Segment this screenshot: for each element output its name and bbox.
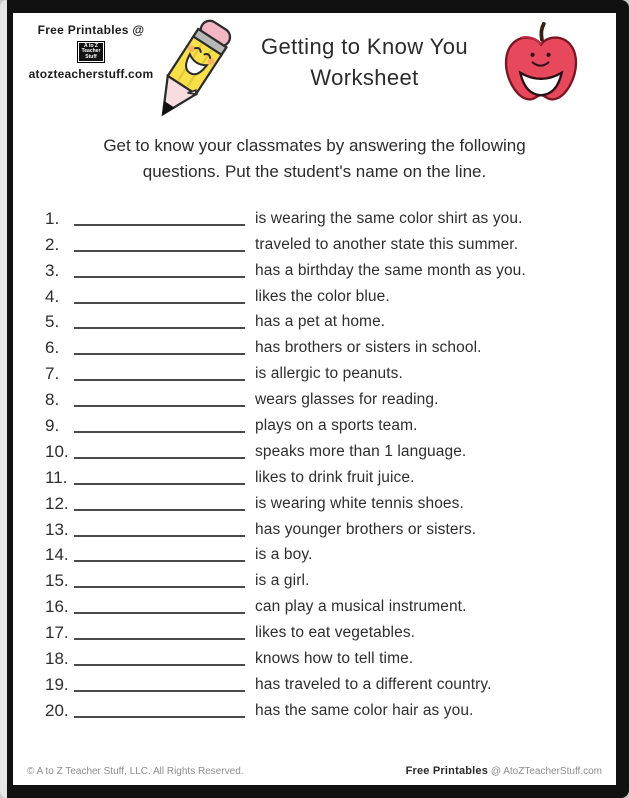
footer (13, 765, 616, 785)
question-number: 20. (45, 700, 69, 720)
question-row (45, 488, 606, 514)
question-text: is allergic to peanuts. (255, 365, 403, 383)
instructions (13, 133, 616, 185)
question-number: 16. (45, 597, 69, 617)
question-text: has the same color hair as you. (255, 701, 474, 719)
name-blank-line (74, 469, 245, 485)
question-number: 13. (45, 519, 69, 539)
name-blank-line (74, 210, 245, 226)
question-text: plays on a sports team. (255, 417, 418, 435)
question-text: likes to eat vegetables. (255, 624, 416, 642)
question-row (45, 514, 606, 540)
name-blank-line (74, 313, 245, 329)
question-text: knows how to tell time. (255, 650, 414, 668)
question-text: is wearing white tennis shoes. (255, 494, 464, 512)
page-title (243, 31, 486, 93)
question-row (45, 229, 606, 255)
question-number: 7. (45, 364, 60, 384)
question-row (45, 332, 606, 358)
question-number: 11. (45, 467, 68, 487)
question-number: 18. (45, 649, 69, 669)
name-blank-line (74, 262, 245, 278)
question-text: wears glasses for reading. (255, 391, 439, 409)
question-number: 2. (45, 234, 60, 254)
question-text: traveled to another state this summer. (255, 235, 519, 253)
name-blank-line (74, 598, 245, 614)
question-text: has brothers or sisters in school. (255, 339, 482, 357)
question-text: has a pet at home. (255, 313, 386, 331)
question-number: 1. (45, 208, 60, 228)
branding-url: atozteacherstuff.com (28, 66, 154, 81)
question-row (45, 462, 606, 488)
footer-free-printables: Free Printables (405, 765, 489, 777)
question-number: 3. (45, 260, 60, 280)
name-blank-line (74, 288, 245, 304)
question-row (45, 436, 606, 462)
question-number: 4. (45, 286, 60, 306)
name-blank-line (74, 495, 245, 511)
question-row (45, 410, 606, 436)
name-blank-line (74, 417, 245, 433)
question-text: likes to drink fruit juice. (255, 468, 415, 486)
question-row (45, 695, 606, 721)
name-blank-line (74, 702, 245, 718)
question-number: 10. (45, 441, 69, 461)
name-blank-line (74, 521, 245, 537)
name-blank-line (74, 391, 245, 407)
name-blank-line (74, 624, 245, 640)
question-row (45, 540, 606, 566)
question-number: 8. (45, 390, 60, 410)
question-number: 9. (45, 416, 60, 436)
branding-free-printables: Free Printables @ (37, 23, 145, 37)
question-row (45, 281, 606, 307)
question-text: can play a musical instrument. (255, 598, 467, 616)
question-list (45, 203, 606, 721)
question-number: 14. (45, 545, 69, 565)
name-blank-line (74, 650, 245, 666)
question-number: 6. (45, 338, 60, 358)
question-text: has younger brothers or sisters. (255, 520, 477, 538)
atoz-logo-line: Teacher (81, 48, 101, 55)
question-text: likes the color blue. (255, 287, 390, 305)
question-number: 19. (45, 674, 69, 694)
question-text: has traveled to a different country. (255, 675, 492, 693)
atoz-logo-line: A to Z (84, 43, 98, 49)
atoz-logo-line: Stuff (85, 53, 97, 60)
name-blank-line (74, 546, 245, 562)
name-blank-line (74, 676, 245, 692)
atoz-logo (77, 41, 106, 63)
footer-branding (406, 765, 602, 777)
page-title-line1: Getting to Know You (261, 34, 468, 59)
instructions-line1: Get to know your classmates by answering the following (103, 136, 526, 155)
name-blank-line (74, 443, 245, 459)
question-row (45, 255, 606, 281)
question-row (45, 358, 606, 384)
question-text: has a birthday the same month as you. (255, 261, 526, 279)
question-row (45, 591, 606, 617)
question-row (45, 565, 606, 591)
question-number: 15. (45, 571, 69, 591)
apple-cartoon-icon (494, 21, 588, 115)
pencil-cartoon-icon (135, 15, 247, 127)
name-blank-line (74, 365, 245, 381)
footer-copyright: © A to Z Teacher Stuff, LLC. All Rights Reserved. (27, 766, 244, 777)
name-blank-line (74, 236, 245, 252)
header (13, 13, 616, 125)
question-number: 5. (45, 312, 60, 332)
question-text: is wearing the same color shirt as you. (255, 209, 523, 227)
question-row (45, 669, 606, 695)
page-title-line2: Worksheet (310, 65, 419, 90)
question-row (45, 307, 606, 333)
question-number: 17. (45, 623, 69, 643)
question-text: speaks more than 1 language. (255, 442, 467, 460)
question-row (45, 203, 606, 229)
question-row (45, 384, 606, 410)
question-text: is a girl. (255, 572, 310, 590)
instructions-line2: questions. Put the student's name on the line. (142, 162, 487, 181)
footer-url: @ AtoZTeacherStuff.com (490, 766, 602, 777)
question-text: is a boy. (255, 546, 313, 564)
question-row (45, 643, 606, 669)
question-number: 12. (45, 493, 69, 513)
worksheet-page (13, 13, 616, 785)
name-blank-line (74, 339, 245, 355)
name-blank-line (74, 572, 245, 588)
question-row (45, 617, 606, 643)
